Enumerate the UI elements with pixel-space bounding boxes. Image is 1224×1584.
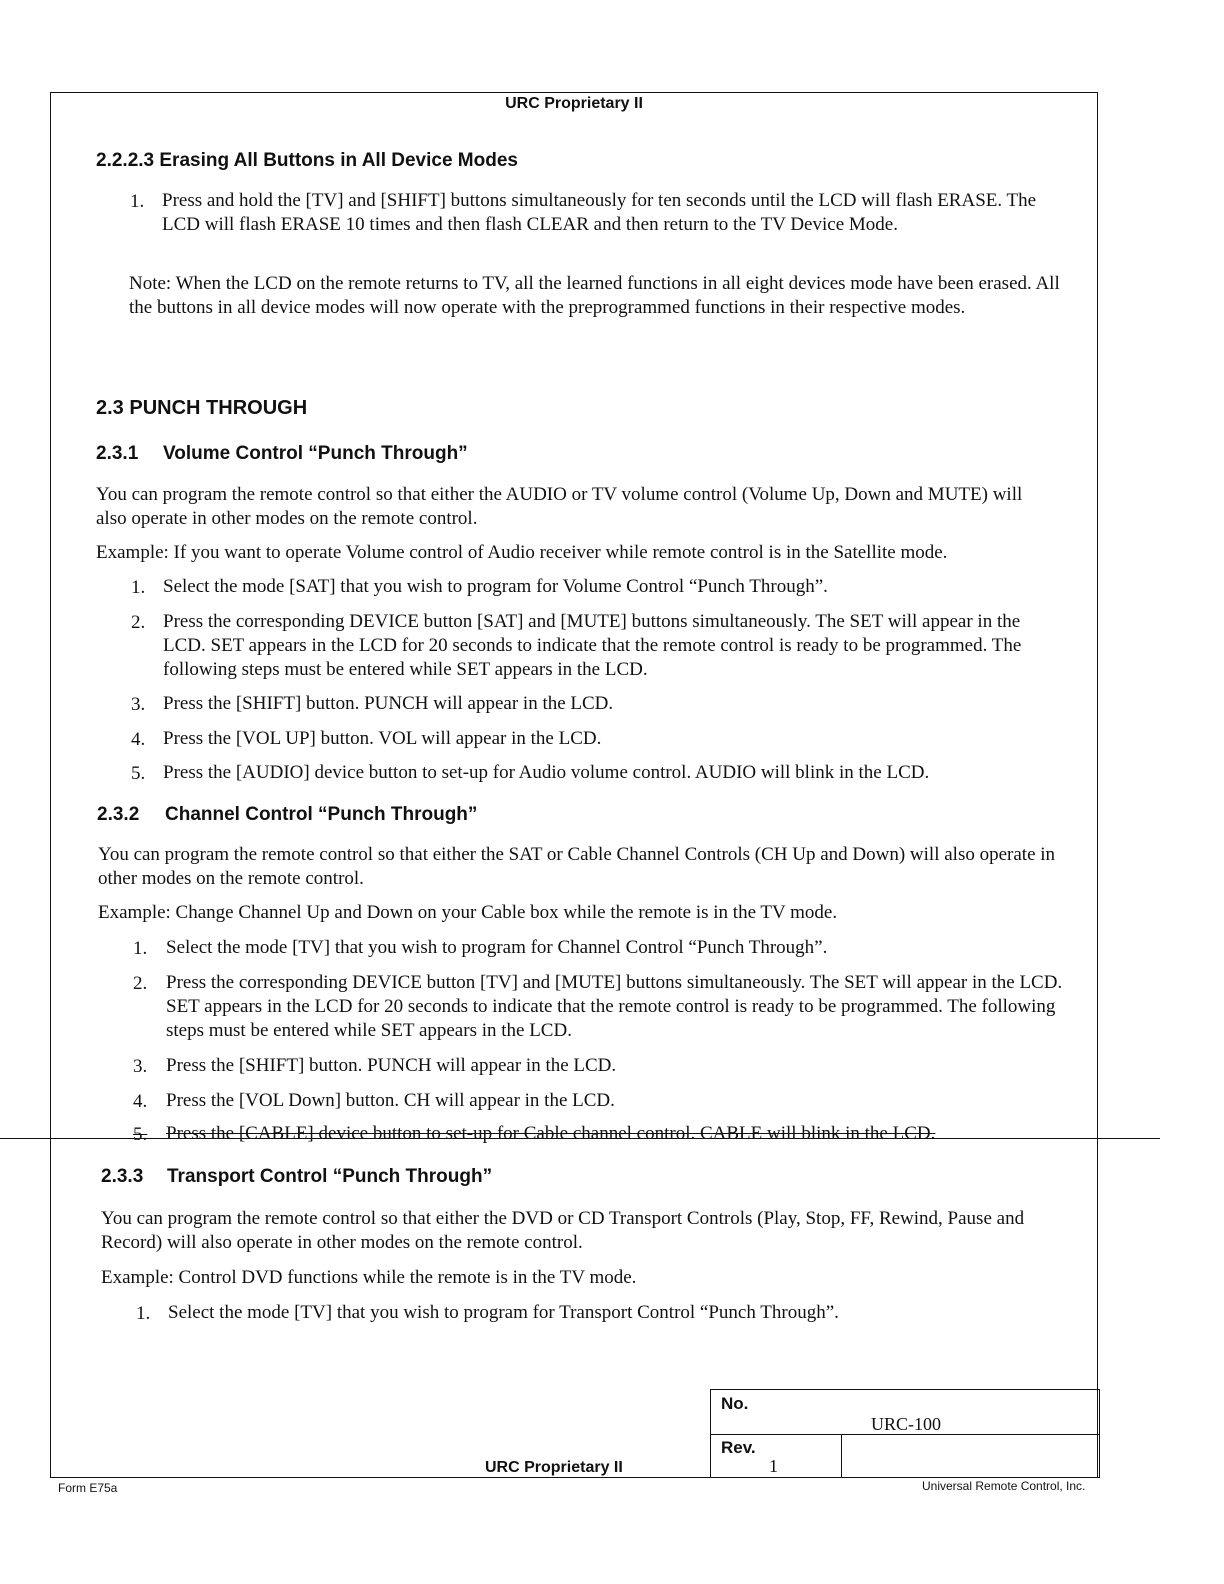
section-231-step: Press the [AUDIO] device button to set-up for Audio volume control. AUDIO will blink in the LCD. <box>163 762 930 783</box>
section-231-title: Volume Control “Punch Through” <box>163 443 468 464</box>
revision-value: 1 <box>769 1456 778 1476</box>
section-231-intro: You can program the remote control so that either the AUDIO or TV volume control (Volume Up, Down and MUTE) will also operate in other modes on the remote control. <box>96 484 1023 529</box>
section-232-step: Press the [SHIFT] button. PUNCH will appear in the LCD. <box>166 1055 617 1076</box>
page-footer-center: URC Proprietary II <box>485 1459 623 1476</box>
step-number: 1. <box>136 1303 151 1324</box>
section-231-step: Press the corresponding DEVICE button [SAT] and [MUTE] buttons simultaneously. The SET will appear in the LCD. SET appears in the LCD for 20 seconds to indicate that the remote control is ready to be programmed. The following steps must be entered while SET appears in the LCD. <box>163 611 1022 680</box>
step-number: 3. <box>131 694 146 715</box>
page-header: URC Proprietary II <box>505 95 643 112</box>
section-2223-step1: Press and hold the [TV] and [SHIFT] buttons simultaneously for ten seconds until the LCD will flash ERASE. The LCD will flash ERASE 10 times and then flash CLEAR and then return to the TV Device Mode. <box>162 190 1037 235</box>
section-233-title: Transport Control “Punch Through” <box>167 1166 493 1187</box>
section-232-step: Press the corresponding DEVICE button [TV] and [MUTE] buttons simultaneously. The SET will appear in the LCD. SET appears in the LCD for 20 seconds to indicate that the remote control is ready to be programmed. The following steps must be entered while SET appears in the LCD. <box>166 972 1063 1041</box>
step-number: 1. <box>130 191 145 212</box>
section-232-step: Press the [VOL Down] button. CH will appear in the LCD. <box>166 1090 615 1111</box>
document-info-table <box>710 1389 1100 1478</box>
section-233-step: Select the mode [TV] that you wish to program for Transport Control “Punch Through”. <box>168 1302 839 1323</box>
table-divider <box>841 1434 842 1477</box>
section-2223-note: Note: When the LCD on the remote returns to TV, all the learned functions in all eight devices mode have been erased. All the buttons in all device modes will now operate with the preprogrammed functions in their respective modes. <box>129 273 1060 318</box>
revision-label: Rev. <box>721 1438 756 1457</box>
section-231-step: Select the mode [SAT] that you wish to program for Volume Control “Punch Through”. <box>163 576 828 597</box>
doc-number-value: URC-100 <box>871 1414 942 1434</box>
section-233-intro: You can program the remote control so that either the DVD or CD Transport Controls (Play, Stop, FF, Rewind, Pause and Record) will also operate in other modes on the remote control. <box>101 1208 1025 1253</box>
page-seam-line <box>0 1138 1160 1139</box>
step-number: 4. <box>131 729 146 750</box>
section-232-intro: You can program the remote control so that either the SAT or Cable Channel Controls (CH Up and Down) will also operate in other modes on the remote control. <box>98 844 1056 889</box>
section-231-step: Press the [SHIFT] button. PUNCH will appear in the LCD. <box>163 693 614 714</box>
section-2223-title: 2.2.2.3 Erasing All Buttons in All Device Modes <box>96 150 518 171</box>
section-232-step: Select the mode [TV] that you wish to program for Channel Control “Punch Through”. <box>166 937 828 958</box>
section-232-step-cut: Press the [CABLE] device button to set-up for Cable channel control. CABLE will blink in the LCD. <box>166 1123 936 1144</box>
step-number: 5. <box>131 763 146 784</box>
section-233-example: Example: Control DVD functions while the remote is in the TV mode. <box>101 1267 637 1288</box>
section-23-title: 2.3 PUNCH THROUGH <box>96 397 308 419</box>
step-number: 1. <box>133 938 148 959</box>
company-name: Universal Remote Control, Inc. <box>922 1479 1086 1493</box>
section-232-example: Example: Change Channel Up and Down on your Cable box while the remote is in the TV mode. <box>98 902 838 923</box>
form-id: Form E75a <box>58 1481 118 1495</box>
step-number: 5. <box>133 1124 148 1145</box>
step-number: 2. <box>131 612 146 633</box>
step-number: 1. <box>131 577 146 598</box>
doc-number-label: No. <box>721 1394 749 1413</box>
section-231-step: Press the [VOL UP] button. VOL will appear in the LCD. <box>163 728 602 749</box>
section-233-number: 2.3.3 <box>101 1166 144 1187</box>
step-number: 3. <box>133 1056 148 1077</box>
step-number: 4. <box>133 1091 148 1112</box>
section-232-title: Channel Control “Punch Through” <box>165 804 478 825</box>
section-231-example: Example: If you want to operate Volume control of Audio receiver while remote control is in the Satellite mode. <box>96 542 948 563</box>
step-number: 2. <box>133 973 148 994</box>
section-231-number: 2.3.1 <box>96 443 139 464</box>
section-232-number: 2.3.2 <box>97 804 140 825</box>
